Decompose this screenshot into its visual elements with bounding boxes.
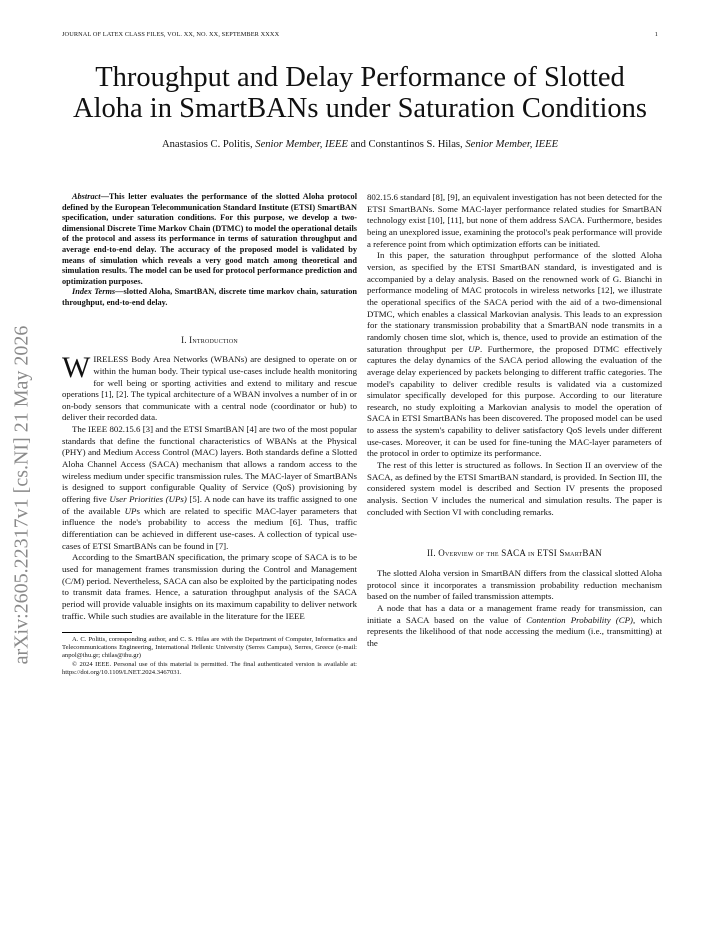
index-terms-text: —slotted Aloha, SmartBAN, discrete time markov chain, saturation throughput, end-to-end delay. (62, 287, 357, 307)
intro-paragraph-6: The rest of this letter is structured as follows. In Section II an overview of the SACA, as defined by the ETSI SmartBAN standard, is provided. In Section III, the considered system model is described and Section IV presents the proposed analysis. Section V includes the numerical and simulation results. The paper is concluded with Section VI with concluding remarks. (367, 460, 662, 517)
author-2-role: Senior Member, IEEE (465, 139, 559, 150)
abstract (62, 192, 357, 287)
left-column (62, 192, 357, 677)
intro-paragraph-1-text: IRELESS Body Area Networks (WBANs) are designed to operate on or within the human body. Their typical use-cases include health monitoring for well being or sporting activities and extend to military and rescue operations [1], [2]. The typical architecture of a WBAN involves a number of in or on-body sensors that communicate with a central node (coordinator or hub) to deliver their recorded data. (62, 354, 357, 423)
intro-p2-part-a: The IEEE 802.15.6 [3] and the ETSI SmartBAN [4] are two of the most popular standards that define the functional characteristics of WBANs at the Physical (PHY) and Medium Access Control (MAC) layers. Both standards define a Slotted Aloha Channel Access (SACA) mechanism that allows a random access to the wireless medium under specific transmission rules. The MAC-layer of SmartBANs is designed to support configurable Quality of Service (QoS) provisioning by offering five (62, 424, 357, 505)
right-column (367, 192, 662, 650)
section-1-heading: I. Introduction (181, 334, 238, 345)
intro-p5-part-b: . Furthermore, the proposed DTMC effectively captures the delay dynamics of the SACA period allowing the evaluation of the average delay experienced by packets belonging to different traffic categories. The model's capability to deliver credible results is validated via a customized simulator specifically developed for this purpose. According to our literature research, no study exploiting a Markovian analysis to model the operation of SACA in ETSI SmartBANs has been discovered. The proposed model can be used to assess the system's capability to deliver satisfactory QoS levels under different use-cases. Moreover, it can be used for fine-tuning the MAC-layer parameters of the protocol in order to optimize its performance. (367, 343, 662, 459)
footnote-rule (62, 632, 132, 633)
intro-paragraph-1 (62, 351, 357, 424)
author-1-role: Senior Member, IEEE (255, 139, 348, 150)
author-1: Anastasios C. Politis, (161, 139, 253, 150)
saca-p2-part-b: , which represents the likelihood of that node accessing the medium (i.e., transmitting) at the (367, 614, 663, 648)
intro-paragraph-5 (367, 250, 662, 460)
arxiv-identifier: arXiv:2605.22317v1 [cs.NI] 21 May 2026 (10, 325, 33, 665)
section-2-heading: II. Overview of the SACA in ETSI SmartBAN (426, 548, 603, 559)
up-term: UP (124, 505, 137, 516)
user-priorities-term: User Priorities (UPs) (109, 494, 187, 505)
page-number: 1 (654, 31, 658, 38)
paper-title (40, 62, 680, 124)
index-terms (62, 287, 357, 308)
abstract-text: —This letter evaluates the performance of the slotted Aloha protocol defined by the European Telecommunication Standard Institute (ETSI) SmartBAN specification, under saturation conditions. For this purpose, we develop a two-dimensional Discrete Time Markov Chain (DTMC) to model the operational details of the protocol and assess its performance in terms of saturation throughput and average end-to-end delay. The accuracy of the proposed model is validated by means of simulation which reveals a very good match among theoretical and simulation results. The model can be used for protocol performance prediction and optimization purposes. (62, 192, 357, 286)
up-term-2: UP (468, 343, 480, 354)
contention-probability-term: Contention Probability (CP) (526, 614, 634, 625)
title-line-2: Aloha in SmartBANs under Saturation Conditions (73, 93, 647, 124)
footnote-affiliation: A. C. Politis, corresponding author, and C. S. Hilas are with the Department of Computer, Informatics and Telecommunications Engineering, International Hellenic University (Serres Campus), Serres, Greece (e-mail: anpol@ihu.gr; chilas@ihu.gr) (62, 636, 357, 660)
intro-paragraph-4: 802.15.6 standard [8], [9], an equivalent investigation has not been detected for the ETSI SmartBANs. Some MAC-layer performance related studies for SmartBAN technology exist [10], [11], but none of them address SACA. Furthermore, besides being an unexplored issue, examining the protocol's peak performance will provide a reference point from which optimization efforts can be initiated. (367, 192, 662, 249)
saca-paragraph-2 (367, 603, 662, 650)
intro-paragraph-3: According to the SmartBAN specification, the primary scope of SACA is to be used for management frames transmission during the Control and Management (C/M) period. Nevertheless, SACA can also be exploited by the participating nodes to transmit data frames. Hence, a saturation throughput analysis of the SACA period will provide valuable insights on its maximum capability to deliver network traffic. While such studies are available in the literature for the IEEE (62, 552, 357, 621)
index-terms-label: Index Terms (72, 287, 116, 297)
footnote-copyright: © 2024 IEEE. Personal use of this material is permitted. The final authenticated version is available at: https://doi.org/10.1109/LNET.2024.3467031. (62, 660, 357, 676)
saca-p2-part-a: A node that has a data or a management frame ready for transmission, can initiate a SACA based on the value of (367, 603, 662, 625)
author-2: and Constantinos S. Hilas, (347, 139, 463, 150)
running-head-text: JOURNAL OF LATEX CLASS FILES, VOL. XX, NO. XX, SEPTEMBER XXXX (62, 31, 280, 38)
arxiv-watermark (3, 270, 41, 720)
author-line (40, 139, 680, 150)
title-line-1: Throughput and Delay Performance of Slotted (95, 62, 625, 93)
intro-p2-part-c: s which are related to specific MAC-layer parameters that influence the node's probability to access the medium [6]. Thus, traffic differentiation can be achieved in different use-cases. A collection of typical use-cases of ETSI SmartBANs can be found in [7]. (62, 505, 357, 551)
drop-cap: W (62, 351, 91, 385)
saca-paragraph-1: The slotted Aloha version in SmartBAN differs from the classical slotted Aloha protocol since it incorporates a transmission probability reduction mechanism based on the number of failed transmission attempts. (367, 568, 662, 602)
intro-p2-part-b: [5]. A node can have its traffic assigned to one of the available (62, 494, 358, 516)
intro-p5-part-a: In this paper, the saturation throughput performance of the slotted Aloha version, as specified by the ETSI SmartBAN standard, is investigated and is accompanied by a delay analysis. Based on the renowned work of G. Bianchi in performance modeling of MAC protocols in wireless networks [12], we illustrate the operational specifics of the SACA period with the aid of a two-dimensional DTMC, which enables a classical Markovian analysis. This leads to an expression for the stationary transmission probability that a SmartBAN node transmits in a randomly chosen time slot, which is, thence, used to provide an estimation of the saturation throughput per (367, 250, 662, 354)
running-head (62, 31, 658, 38)
abstract-label: Abstract (72, 192, 101, 201)
intro-paragraph-2 (62, 424, 357, 552)
